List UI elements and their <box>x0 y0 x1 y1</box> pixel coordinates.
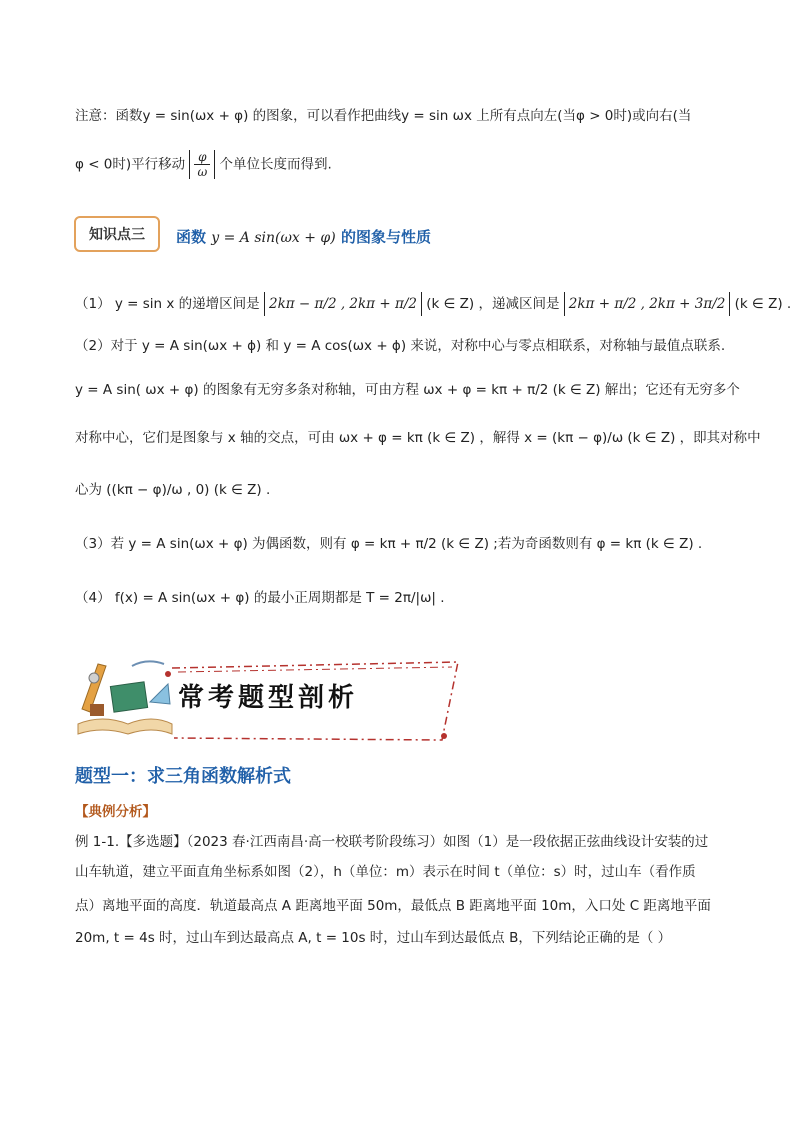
kp-title-formula: y = A sin(ωx + φ) <box>211 230 336 246</box>
shift-abs-fraction <box>189 150 215 179</box>
note-line-2-end: 个单位长度而得到. <box>219 156 332 173</box>
shift-denominator: ω <box>197 165 208 179</box>
item-2-line-2: y = A sin( ωx + φ) 的图象有无穷多条对称轴，可由方程 ωx + φ = kπ + π/2 (k ∈ Z) 解出；它还有无穷多个 <box>75 382 740 398</box>
item-2-line-4: 心为 ((kπ − φ)/ω , 0) (k ∈ Z) . <box>75 482 271 498</box>
example-heading: 【典例分析】 <box>75 804 156 820</box>
item-4: （4） f(x) = A sin(ωx + φ) 的最小正周期都是 T = 2π/|ω| . <box>75 590 445 606</box>
kp-title-a: 函数 <box>176 228 207 246</box>
decreasing-interval: 2kπ + π/2 , 2kπ + 3π/2 <box>564 292 731 316</box>
note-line-1: 注意：函数y = sin(ωx + φ) 的图象，可以看作把曲线y = sin ωx 上所有点向左(当φ > 0时)或向右(当 <box>75 108 692 124</box>
item-2-line-1: （2）对于 y = A sin(ωx + ϕ) 和 y = A cos(ωx + ϕ) 来说，对称中心与零点相联系，对称轴与最值点联系. <box>75 338 726 354</box>
note-line-2-start: φ < 0时)平行移动 <box>75 156 186 173</box>
example-line-2: 山车轨道，建立平面直角坐标系如图（2），h（单位：m）表示在时间 t（单位：s）时，过山车（看作质 <box>75 864 696 880</box>
example-line-4: 20m, t = 4s 时，过山车到达最高点 A, t = 10s 时，过山车到达最低点 B，下列结论正确的是（ ） <box>75 930 672 946</box>
item-2-line-3: 对称中心，它们是图象与 x 轴的交点，可由 ωx + φ = kπ (k ∈ Z) ，解得 x = (kπ − φ)/ω (k ∈ Z) ，即其对称中 <box>75 430 761 446</box>
example-line-3: 点）离地平面的高度．轨道最高点 A 距离地平面 50m，最低点 B 距离地平面 10m，入口处 C 距离地平面 <box>75 898 711 914</box>
kp-title-b: 的图象与性质 <box>340 228 431 246</box>
item-1 <box>75 292 791 316</box>
item-3: （3）若 y = A sin(ωx + φ) 为偶函数，则有 φ = kπ + π/2 (k ∈ Z) ;若为奇函数则有 φ = kπ (k ∈ Z) . <box>75 536 703 552</box>
example-line-1: 例 1-1.【多选题】（2023 春·江西南昌·高一校联考阶段练习）如图（1）是一段依据正弦曲线设计安装的过 <box>75 834 709 850</box>
item-1-c: (k ∈ Z) . <box>734 296 792 312</box>
item-1-a: （1） y = sin x 的递增区间是 <box>75 296 260 312</box>
knowledge-point-badge: 知识点三 <box>74 216 160 252</box>
note-line-2 <box>75 150 332 179</box>
increasing-interval: 2kπ − π/2 , 2kπ + π/2 <box>264 292 422 316</box>
banner-title: 常考题型剖析 <box>178 683 359 713</box>
section-title: 题型一：求三角函数解析式 <box>75 766 291 787</box>
knowledge-point-title <box>176 226 431 247</box>
math-illustration-icon <box>78 661 172 734</box>
shift-numerator: φ <box>194 150 210 165</box>
item-1-b: (k ∈ Z) ，递减区间是 <box>426 296 560 312</box>
